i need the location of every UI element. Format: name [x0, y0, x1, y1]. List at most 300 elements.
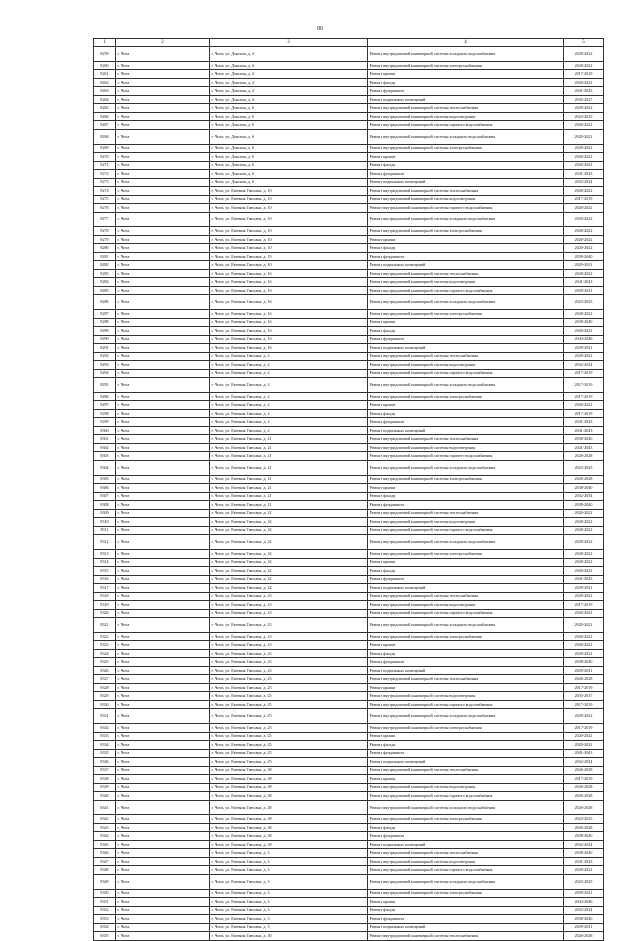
table-row	[94, 104, 604, 113]
work-type-cell: Ремонт внутридомовой инженерной системы холодного водоснабжения	[368, 378, 564, 393]
address-cell: г. Чита, ул. Евгения Гаюсана, д. 23	[210, 658, 368, 667]
municipality-cell: г. Чита	[116, 261, 210, 270]
address-cell: г. Чита, ул. Евгения Гаюсана, д. 3	[210, 923, 368, 932]
municipality-cell: г. Чита	[116, 732, 210, 741]
period-cell: 2023-2025	[564, 815, 604, 824]
municipality-cell: г. Чита	[116, 618, 210, 633]
municipality-cell: г. Чита	[116, 392, 210, 401]
period-cell: 2041-2043	[564, 575, 604, 584]
work-type-cell: Ремонт внутридомовой инженерной системы теплоснабжения	[368, 187, 564, 196]
row-number-cell: 8302	[94, 443, 116, 452]
period-cell: 2020-2022	[564, 535, 604, 550]
address-cell: г. Чита, ул. Евгения Гаюсана, д. 22	[210, 518, 368, 527]
address-cell: г. Чита, ул. Евгения Гаюсана, д. 23	[210, 632, 368, 641]
address-cell: г. Чита, ул. Евгения Гаюсана, д. 28	[210, 823, 368, 832]
address-cell: г. Чита, ул. Евгения Гаюсана, д. 3	[210, 857, 368, 866]
work-type-cell: Ремонт внутридомовой инженерной системы водоотведения	[368, 857, 564, 866]
municipality-cell: г. Чита	[116, 840, 210, 849]
table-row	[94, 775, 604, 784]
work-type-cell: Ремонт внутридомовой инженерной системы горячего водоснабжения	[368, 286, 564, 295]
municipality-cell: г. Чита	[116, 352, 210, 361]
row-number-cell: 8308	[94, 501, 116, 510]
header-col-3: 3	[210, 39, 368, 47]
table-row	[94, 732, 604, 741]
work-type-cell: Ремонт внутридомовой инженерной системы электроснабжения	[368, 475, 564, 484]
row-number-cell: 8275	[94, 195, 116, 204]
row-number-cell: 8319	[94, 601, 116, 610]
address-cell: г. Чита, ул. Евгения Гаюсана, д. 25	[210, 675, 368, 684]
row-number-cell: 8284	[94, 278, 116, 287]
municipality-cell: г. Чита	[116, 204, 210, 213]
period-cell: 2020-2022	[564, 244, 604, 253]
row-number-cell: 8303	[94, 452, 116, 461]
period-cell: 2023-2025	[564, 295, 604, 310]
work-type-cell: Ремонт фасада	[368, 409, 564, 418]
period-cell: 2020-2022	[564, 235, 604, 244]
work-type-cell: Ремонт фасада	[368, 823, 564, 832]
municipality-cell: г. Чита	[116, 327, 210, 336]
address-cell: г. Чита, ул. Евгения Гаюсана, д. 3	[210, 866, 368, 875]
work-type-cell: Ремонт крыши	[368, 775, 564, 784]
row-number-cell: 8287	[94, 310, 116, 319]
municipality-cell: г. Чита	[116, 800, 210, 815]
address-cell: г. Чита, ул. Евгения Гаюсана, д. 23	[210, 592, 368, 601]
work-type-cell: Ремонт внутридомовой инженерной системы теплоснабжения	[368, 352, 564, 361]
address-cell: г. Чита, ул. Евгения Гаюсана, д. 16	[210, 269, 368, 278]
table-row	[94, 161, 604, 170]
period-cell: 2020-2022	[564, 632, 604, 641]
period-cell: 2029-2031	[564, 584, 604, 593]
row-number-cell: 8343	[94, 823, 116, 832]
work-type-cell: Ремонт крыши	[368, 70, 564, 79]
municipality-cell: г. Чита	[116, 78, 210, 87]
work-type-cell: Ремонт подвальных помещений	[368, 923, 564, 932]
address-cell: г. Чита, ул. Евгения Гаюсана, д. 2	[210, 369, 368, 378]
row-number-cell: 8277	[94, 212, 116, 227]
header-col-5: 5	[564, 39, 604, 47]
table-row	[94, 227, 604, 236]
work-type-cell: Ремонт внутридомовой инженерной системы электроснабжения	[368, 550, 564, 559]
period-cell: 2038-2040	[564, 501, 604, 510]
work-type-cell: Ремонт фундамента	[368, 501, 564, 510]
table-row	[94, 915, 604, 924]
period-cell: 2026-2028	[564, 783, 604, 792]
municipality-cell: г. Чита	[116, 518, 210, 527]
table-row	[94, 575, 604, 584]
address-cell: г. Чита, ул. Евгения Гаюсана, д. 16	[210, 286, 368, 295]
work-type-cell: Ремонт крыши	[368, 235, 564, 244]
address-cell: г. Чита, ул. Евгения Гаюсана, д. 23	[210, 649, 368, 658]
municipality-cell: г. Чита	[116, 889, 210, 898]
address-cell: г. Чита, ул. Евгения Гаюсана, д. 10	[210, 212, 368, 227]
period-cell: 2020-2022	[564, 609, 604, 618]
period-cell: 2041-2043	[564, 857, 604, 866]
municipality-cell: г. Чита	[116, 823, 210, 832]
address-cell: г. Чита, ул. Евгения Гаюсана, д. 23	[210, 666, 368, 675]
work-type-cell: Ремонт внутридомовой инженерной системы водоотведения	[368, 278, 564, 287]
municipality-cell: г. Чита	[116, 418, 210, 427]
address-cell: г. Чита, ул. Евгения Гаюсана, д. 2	[210, 361, 368, 370]
work-type-cell: Ремонт крыши	[368, 683, 564, 692]
period-cell: 2020-2022	[564, 144, 604, 153]
row-number-cell: 8316	[94, 575, 116, 584]
period-cell: 2020-2022	[564, 641, 604, 650]
period-cell: 2020-2022	[564, 153, 604, 162]
address-cell: г. Чита, ул. Донская, д. 4	[210, 61, 368, 70]
address-cell: г. Чита, ул. Евгения Гаюсана, д. 10	[210, 227, 368, 236]
period-cell: 2029-2031	[564, 889, 604, 898]
municipality-cell: г. Чита	[116, 460, 210, 475]
address-cell: г. Чита, ул. Евгения Гаюсана, д. 2	[210, 392, 368, 401]
row-number-cell: 8348	[94, 866, 116, 875]
table-row	[94, 666, 604, 675]
work-type-cell: Ремонт фундамента	[368, 832, 564, 841]
row-number-cell: 8296	[94, 392, 116, 401]
address-cell: г. Чита, ул. Евгения Гаюсана, д. 10	[210, 244, 368, 253]
address-cell: г. Чита, ул. Евгения Гаюсана, д. 23	[210, 601, 368, 610]
work-type-cell: Ремонт внутридомовой инженерной системы горячего водоснабжения	[368, 792, 564, 801]
row-number-cell: 8318	[94, 592, 116, 601]
work-type-cell: Ремонт подвальных помещений	[368, 758, 564, 767]
work-type-cell: Ремонт фундамента	[368, 335, 564, 344]
address-cell: г. Чита, ул. Донская, д. 4	[210, 87, 368, 96]
period-cell: 2041-2043	[564, 749, 604, 758]
table-row	[94, 683, 604, 692]
address-cell: г. Чита, ул. Донская, д. 6	[210, 170, 368, 179]
municipality-cell: г. Чита	[116, 923, 210, 932]
address-cell: г. Чита, ул. Евгения Гаюсана, д. 16	[210, 344, 368, 353]
address-cell: г. Чита, ул. Евгения Гаюсана, д. 21	[210, 475, 368, 484]
row-number-cell: 8285	[94, 286, 116, 295]
municipality-cell: г. Чита	[116, 195, 210, 204]
period-cell: 2020-2022	[564, 526, 604, 535]
work-type-cell: Ремонт внутридомовой инженерной системы холодного водоснабжения	[368, 129, 564, 144]
row-number-cell: 8354	[94, 923, 116, 932]
work-type-cell: Ремонт внутридомовой инженерной системы электроснабжения	[368, 632, 564, 641]
work-type-cell: Ремонт подвальных помещений	[368, 666, 564, 675]
row-number-cell: 8261	[94, 70, 116, 79]
address-cell: г. Чита, ул. Евгения Гаюсана, д. 25	[210, 741, 368, 750]
row-number-cell: 8293	[94, 361, 116, 370]
period-cell: 2020-2022	[564, 509, 604, 518]
period-cell: 2020-2022	[564, 518, 604, 527]
table-row	[94, 492, 604, 501]
row-number-cell: 8328	[94, 683, 116, 692]
row-number-cell: 8280	[94, 244, 116, 253]
table-row	[94, 749, 604, 758]
period-cell: 2020-2022	[564, 866, 604, 875]
table-row	[94, 460, 604, 475]
table-row	[94, 443, 604, 452]
address-cell: г. Чита, ул. Евгения Гаюсана, д. 22	[210, 509, 368, 518]
municipality-cell: г. Чита	[116, 269, 210, 278]
municipality-cell: г. Чита	[116, 369, 210, 378]
period-cell: 2017-2019	[564, 70, 604, 79]
work-type-cell: Ремонт фасада	[368, 567, 564, 576]
municipality-cell: г. Чита	[116, 452, 210, 461]
period-cell: 2029-2031	[564, 923, 604, 932]
work-type-cell: Ремонт внутридомовой инженерной системы электроснабжения	[368, 815, 564, 824]
work-type-cell: Ремонт подвальных помещений	[368, 261, 564, 270]
table-row	[94, 766, 604, 775]
address-cell: г. Чита, ул. Евгения Гаюсана, д. 3	[210, 874, 368, 889]
row-number-cell: 8321	[94, 618, 116, 633]
row-number-cell: 8315	[94, 567, 116, 576]
period-cell: 2017-2019	[564, 409, 604, 418]
table-row	[94, 70, 604, 79]
period-cell: 2017-2019	[564, 601, 604, 610]
period-cell: 2023-2025	[564, 874, 604, 889]
address-cell: г. Чита, ул. Евгения Гаюсана, д. 30	[210, 932, 368, 941]
period-cell: 2017-2019	[564, 392, 604, 401]
municipality-cell: г. Чита	[116, 443, 210, 452]
address-cell: г. Чита, ул. Донская, д. 6	[210, 178, 368, 187]
work-type-cell: Ремонт внутридомовой инженерной системы водоотведения	[368, 518, 564, 527]
table-row	[94, 269, 604, 278]
address-cell: г. Чита, ул. Евгения Гаюсана, д. 16	[210, 278, 368, 287]
table-row	[94, 121, 604, 130]
row-number-cell: 8264	[94, 95, 116, 104]
table-row	[94, 212, 604, 227]
repair-schedule-table	[93, 38, 604, 941]
table-row	[94, 550, 604, 559]
address-cell: г. Чита, ул. Евгения Гаюсана, д. 25	[210, 758, 368, 767]
table-row	[94, 204, 604, 213]
municipality-cell: г. Чита	[116, 692, 210, 701]
table-row	[94, 452, 604, 461]
table-row	[94, 170, 604, 179]
address-cell: г. Чита, ул. Евгения Гаюсана, д. 2	[210, 401, 368, 410]
municipality-cell: г. Чита	[116, 484, 210, 493]
address-cell: г. Чита, ул. Евгения Гаюсана, д. 22	[210, 584, 368, 593]
municipality-cell: г. Чита	[116, 906, 210, 915]
table-row	[94, 758, 604, 767]
period-cell: 2017-2019	[564, 775, 604, 784]
row-number-cell: 8325	[94, 658, 116, 667]
address-cell: г. Чита, ул. Евгения Гаюсана, д. 3	[210, 915, 368, 924]
row-number-cell: 8353	[94, 915, 116, 924]
work-type-cell: Ремонт внутридомовой инженерной системы холодного водоснабжения	[368, 874, 564, 889]
table-row	[94, 592, 604, 601]
address-cell: г. Чита, ул. Евгения Гаюсана, д. 2	[210, 352, 368, 361]
row-number-cell: 8309	[94, 509, 116, 518]
table-row	[94, 318, 604, 327]
address-cell: г. Чита, ул. Донская, д. 6	[210, 144, 368, 153]
period-cell: 2020-2022	[564, 129, 604, 144]
row-number-cell: 8299	[94, 418, 116, 427]
municipality-cell: г. Чита	[116, 792, 210, 801]
municipality-cell: г. Чита	[116, 783, 210, 792]
address-cell: г. Чита, ул. Донская, д. 6	[210, 161, 368, 170]
work-type-cell: Ремонт внутридомовой инженерной системы теплоснабжения	[368, 104, 564, 113]
work-type-cell: Ремонт крыши	[368, 401, 564, 410]
municipality-cell: г. Чита	[116, 724, 210, 733]
period-cell: 2044-2046	[564, 335, 604, 344]
period-cell: 2029-2031	[564, 261, 604, 270]
row-number-cell: 8273	[94, 178, 116, 187]
row-number-cell: 8351	[94, 898, 116, 907]
period-cell: 2032-2034	[564, 492, 604, 501]
work-type-cell: Ремонт внутридомовой инженерной системы горячего водоснабжения	[368, 452, 564, 461]
work-type-cell: Ремонт внутридомовой инженерной системы холодного водоснабжения	[368, 709, 564, 724]
table-row	[94, 709, 604, 724]
municipality-cell: г. Чита	[116, 286, 210, 295]
period-cell: 2020-2022	[564, 212, 604, 227]
municipality-cell: г. Чита	[116, 932, 210, 941]
row-number-cell: 8283	[94, 269, 116, 278]
table-row	[94, 641, 604, 650]
row-number-cell: 8301	[94, 435, 116, 444]
row-number-cell: 8347	[94, 857, 116, 866]
row-number-cell: 8279	[94, 235, 116, 244]
period-cell: 2020-2022	[564, 567, 604, 576]
table-row	[94, 558, 604, 567]
period-cell: 2041-2043	[564, 426, 604, 435]
address-cell: г. Чита, ул. Евгения Гаюсана, д. 28	[210, 800, 368, 815]
row-number-cell: 8266	[94, 112, 116, 121]
row-number-cell: 8355	[94, 932, 116, 941]
address-cell: г. Чита, ул. Евгения Гаюсана, д. 2	[210, 409, 368, 418]
municipality-cell: г. Чита	[116, 401, 210, 410]
municipality-cell: г. Чита	[116, 335, 210, 344]
table-row	[94, 310, 604, 319]
address-cell: г. Чита, ул. Евгения Гаюсана, д. 2	[210, 418, 368, 427]
table-row	[94, 618, 604, 633]
work-type-cell: Ремонт фасада	[368, 161, 564, 170]
work-type-cell: Ремонт внутридомовой инженерной системы электроснабжения	[368, 227, 564, 236]
address-cell: г. Чита, ул. Евгения Гаюсана, д. 28	[210, 815, 368, 824]
address-cell: г. Чита, ул. Евгения Гаюсана, д. 21	[210, 501, 368, 510]
row-number-cell: 8260	[94, 61, 116, 70]
period-cell: 2020-2022	[564, 269, 604, 278]
municipality-cell: г. Чита	[116, 87, 210, 96]
municipality-cell: г. Чита	[116, 295, 210, 310]
municipality-cell: г. Чита	[116, 161, 210, 170]
work-type-cell: Ремонт внутридомовой инженерной системы теплоснабжения	[368, 509, 564, 518]
municipality-cell: г. Чита	[116, 278, 210, 287]
address-cell: г. Чита, ул. Евгения Гаюсана, д. 3	[210, 849, 368, 858]
table-body	[94, 39, 604, 941]
table-row	[94, 584, 604, 593]
row-number-cell: 8344	[94, 832, 116, 841]
address-cell: г. Чита, ул. Донская, д. 4	[210, 47, 368, 62]
address-cell: г. Чита, ул. Евгения Гаюсана, д. 16	[210, 295, 368, 310]
row-number-cell: 8276	[94, 204, 116, 213]
work-type-cell: Ремонт крыши	[368, 484, 564, 493]
row-number-cell: 8306	[94, 484, 116, 493]
row-number-cell: 8268	[94, 129, 116, 144]
table-row	[94, 401, 604, 410]
municipality-cell: г. Чита	[116, 170, 210, 179]
row-number-cell: 8304	[94, 460, 116, 475]
table-row	[94, 700, 604, 709]
row-number-cell: 8310	[94, 518, 116, 527]
row-number-cell: 8271	[94, 161, 116, 170]
row-number-cell: 8322	[94, 632, 116, 641]
address-cell: г. Чита, ул. Евгения Гаюсана, д. 28	[210, 832, 368, 841]
municipality-cell: г. Чита	[116, 112, 210, 121]
address-cell: г. Чита, ул. Евгения Гаюсана, д. 10	[210, 195, 368, 204]
work-type-cell: Ремонт внутридомовой инженерной системы теплоснабжения	[368, 766, 564, 775]
address-cell: г. Чита, ул. Евгения Гаюсана, д. 2	[210, 378, 368, 393]
municipality-cell: г. Чита	[116, 178, 210, 187]
table-row	[94, 509, 604, 518]
work-type-cell: Ремонт внутридомовой инженерной системы холодного водоснабжения	[368, 800, 564, 815]
work-type-cell: Ремонт фундамента	[368, 87, 564, 96]
table-row	[94, 129, 604, 144]
work-type-cell: Ремонт внутридомовой инженерной системы холодного водоснабжения	[368, 47, 564, 62]
municipality-cell: г. Чита	[116, 310, 210, 319]
address-cell: г. Чита, ул. Евгения Гаюсана, д. 21	[210, 443, 368, 452]
row-number-cell: 8338	[94, 775, 116, 784]
table-row	[94, 409, 604, 418]
work-type-cell: Ремонт подвальных помещений	[368, 584, 564, 593]
work-type-cell: Ремонт внутридомовой инженерной системы водоотведения	[368, 112, 564, 121]
address-cell: г. Чита, ул. Евгения Гаюсана, д. 28	[210, 840, 368, 849]
period-cell: 2026-2028	[564, 766, 604, 775]
table-row	[94, 866, 604, 875]
work-type-cell: Ремонт подвальных помещений	[368, 344, 564, 353]
municipality-cell: г. Чита	[116, 144, 210, 153]
table-row	[94, 352, 604, 361]
work-type-cell: Ремонт внутридомовой инженерной системы горячего водоснабжения	[368, 866, 564, 875]
municipality-cell: г. Чита	[116, 866, 210, 875]
municipality-cell: г. Чита	[116, 361, 210, 370]
work-type-cell: Ремонт внутридомовой инженерной системы электроснабжения	[368, 724, 564, 733]
table-row	[94, 187, 604, 196]
row-number-cell: 8337	[94, 766, 116, 775]
address-cell: г. Чита, ул. Евгения Гаюсана, д. 25	[210, 749, 368, 758]
row-number-cell: 8342	[94, 815, 116, 824]
period-cell: 2038-2040	[564, 915, 604, 924]
period-cell: 2020-2022	[564, 187, 604, 196]
table-row	[94, 724, 604, 733]
work-type-cell: Ремонт внутридомовой инженерной системы теплоснабжения	[368, 435, 564, 444]
address-cell: г. Чита, ул. Евгения Гаюсана, д. 10	[210, 204, 368, 213]
period-cell: 2020-2022	[564, 310, 604, 319]
header-col-2: 2	[116, 39, 210, 47]
row-number-cell: 8327	[94, 675, 116, 684]
work-type-cell: Ремонт подвальных помещений	[368, 95, 564, 104]
table-row	[94, 153, 604, 162]
row-number-cell: 8346	[94, 849, 116, 858]
period-cell: 2044-2046	[564, 898, 604, 907]
period-cell: 2020-2022	[564, 327, 604, 336]
row-number-cell: 8305	[94, 475, 116, 484]
address-cell: г. Чита, ул. Евгения Гаюсана, д. 25	[210, 732, 368, 741]
row-number-cell: 8350	[94, 889, 116, 898]
work-type-cell: Ремонт внутридомовой инженерной системы холодного водоснабжения	[368, 212, 564, 227]
row-number-cell: 8334	[94, 741, 116, 750]
municipality-cell: г. Чита	[116, 187, 210, 196]
table-row	[94, 800, 604, 815]
table-row	[94, 632, 604, 641]
municipality-cell: г. Чита	[116, 815, 210, 824]
row-number-cell: 8331	[94, 709, 116, 724]
work-type-cell: Ремонт внутридомовой инженерной системы холодного водоснабжения	[368, 535, 564, 550]
work-type-cell: Ремонт фундамента	[368, 575, 564, 584]
table-row	[94, 792, 604, 801]
work-type-cell: Ремонт фундамента	[368, 658, 564, 667]
address-cell: г. Чита, ул. Евгения Гаюсана, д. 25	[210, 692, 368, 701]
address-cell: г. Чита, ул. Евгения Гаюсана, д. 21	[210, 460, 368, 475]
row-number-cell: 8290	[94, 335, 116, 344]
period-cell: 2032-2034	[564, 840, 604, 849]
work-type-cell: Ремонт внутридомовой инженерной системы теплоснабжения	[368, 592, 564, 601]
municipality-cell: г. Чита	[116, 567, 210, 576]
work-type-cell: Ремонт внутридомовой инженерной системы электроснабжения	[368, 144, 564, 153]
address-cell: г. Чита, ул. Евгения Гаюсана, д. 21	[210, 492, 368, 501]
